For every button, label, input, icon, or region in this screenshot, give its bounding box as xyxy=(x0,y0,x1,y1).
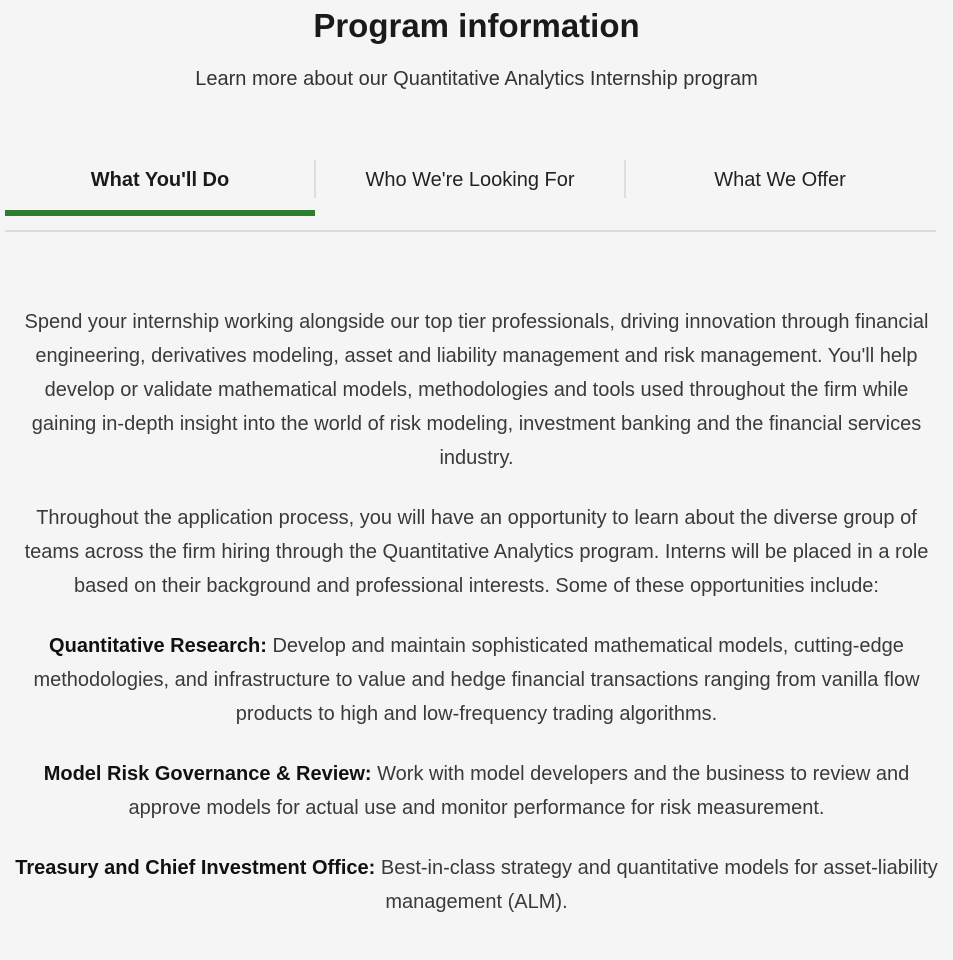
opportunity-heading: Treasury and Chief Investment Office: xyxy=(15,857,376,879)
page-title: Program information xyxy=(313,7,640,44)
tab-bar xyxy=(5,150,936,232)
tab-divider xyxy=(624,160,626,198)
opportunity-heading: Quantitative Research: xyxy=(49,635,267,657)
opportunity-heading: Model Risk Governance & Review: xyxy=(43,763,372,785)
opportunity-item xyxy=(15,629,938,731)
tab-divider xyxy=(314,160,316,198)
opportunity-item xyxy=(15,757,938,825)
opportunity-item xyxy=(15,851,938,919)
opportunity-text: Work with model developers and the business to review and approve models for actual use and monitor performance for risk measurement. xyxy=(128,763,910,819)
opportunity-text: Develop and maintain sophisticated mathematical models, cutting-edge methodologies, and infrastructure to value and hedge financial transactions ranging from vanilla flow products to high and low-frequency trading algorithms. xyxy=(33,635,920,725)
tab-panel-what-youll-do xyxy=(15,305,938,945)
application-paragraph: Throughout the application process, you will have an opportunity to learn about the diverse group of teams across the firm hiring through the Quantitative Analytics program. Interns will be placed in a role based on their background and professional interests. Some of these opportunities include: xyxy=(24,507,929,597)
intro-paragraph: Spend your internship working alongside our top tier professionals, driving innovation through financial engineering, derivatives modeling, asset and liability management and risk management. You'll help develop or validate mathematical models, methodologies and tools used throughout the firm while gaining in-depth insight into the world of risk modeling, investment banking and the financial services industry. xyxy=(24,311,929,469)
tab-who-were-looking-for[interactable]: Who We're Looking For xyxy=(365,168,575,191)
opportunity-text: Best-in-class strategy and quantitative models for asset-liability management (ALM). xyxy=(375,857,938,913)
tab-what-we-offer[interactable]: What We Offer xyxy=(714,168,846,191)
page-subtitle: Learn more about our Quantitative Analytics Internship program xyxy=(195,68,758,90)
tab-what-youll-do[interactable]: What You'll Do xyxy=(5,150,315,210)
